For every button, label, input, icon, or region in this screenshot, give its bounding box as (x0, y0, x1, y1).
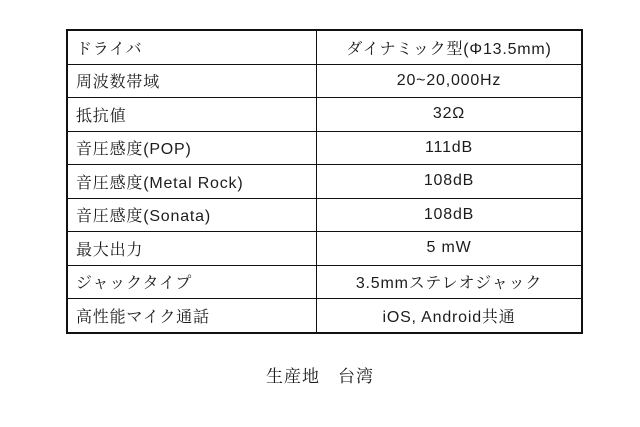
spec-label: 高性能マイク通話 (67, 299, 317, 333)
table-row (67, 30, 582, 64)
spec-label: ジャックタイプ (67, 265, 317, 299)
spec-value: 108dB (317, 165, 583, 199)
spec-value: ダイナミック型(Φ13.5mm) (317, 30, 583, 64)
spec-value: 111dB (317, 131, 583, 165)
spec-label: 音圧感度(Sonata) (67, 198, 317, 232)
table-row (67, 265, 582, 299)
spec-value: 5 mW (317, 232, 583, 266)
table-row (67, 131, 582, 165)
spec-value: 3.5mmステレオジャック (317, 265, 583, 299)
table-row (67, 64, 582, 98)
spec-label: 音圧感度(POP) (67, 131, 317, 165)
spec-value: 20~20,000Hz (317, 64, 583, 98)
spec-label: 最大出力 (67, 232, 317, 266)
table-row (67, 299, 582, 333)
spec-value: 32Ω (317, 98, 583, 132)
table-row (67, 165, 582, 199)
table-row (67, 98, 582, 132)
spec-table (66, 29, 583, 334)
table-row (67, 198, 582, 232)
spec-value: iOS, Android共通 (317, 299, 583, 333)
table-row (67, 232, 582, 266)
spec-value: 108dB (317, 198, 583, 232)
production-origin-note: 生産地 台湾 (266, 367, 374, 386)
spec-label: 音圧感度(Metal Rock) (67, 165, 317, 199)
spec-label: 周波数帯域 (67, 64, 317, 98)
spec-label: 抵抗値 (67, 98, 317, 132)
spec-label: ドライバ (67, 30, 317, 64)
